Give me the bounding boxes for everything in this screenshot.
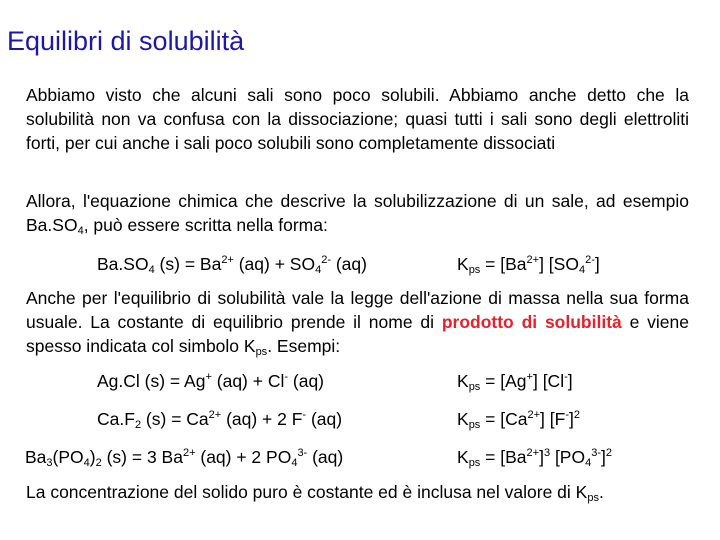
- highlighted-term: prodotto di solubilità: [441, 312, 622, 332]
- eq-part: ] [Cl: [532, 371, 565, 391]
- eq-sup: 2+: [221, 254, 234, 266]
- eq-sup: -: [302, 409, 307, 421]
- para4-subscript: ps: [587, 492, 599, 504]
- eq-sup: -: [284, 371, 289, 383]
- para3-text-b: e viene spesso indicata col simbolo K: [26, 312, 689, 356]
- eq-part: ]: [567, 371, 573, 391]
- eq-sup: 2-: [585, 254, 595, 266]
- eq-sub: 4: [291, 457, 298, 469]
- eq-part: K: [457, 254, 469, 274]
- eq-sub: ps: [468, 381, 481, 393]
- para3-text-c: . Esempi:: [267, 336, 341, 356]
- eq-sup: 3-: [297, 447, 308, 459]
- agcl-equation: [97, 369, 324, 393]
- ba3po42-ksp: [457, 445, 612, 469]
- agcl-ksp: [457, 369, 573, 393]
- para3-text-a: Anche per l'equilibrio di solubilità vale la legge dell'azione di massa nella sua forma usuale. La costante di equilibrio prende il nome di: [26, 288, 689, 332]
- para4-text-b: .: [598, 482, 604, 502]
- eq-sub: 4: [315, 264, 322, 276]
- eq-sup: 3-: [591, 447, 601, 459]
- eq-sub: ps: [468, 264, 481, 276]
- ksp-definition-paragraph: [26, 286, 689, 358]
- para3-subscript: ps: [255, 346, 268, 358]
- eq-part: = [Ag: [480, 371, 527, 391]
- conclusion-paragraph: [26, 480, 689, 504]
- equation-intro-paragraph: [26, 189, 689, 237]
- eq-sup: 2+: [526, 447, 540, 459]
- eq-sup: 2: [573, 409, 580, 421]
- eq-sub: 2: [95, 457, 102, 469]
- eq-sup: 2+: [527, 409, 541, 421]
- eq-part: Ba: [25, 447, 47, 467]
- eq-part: = [Ca: [480, 409, 528, 429]
- eq-part: (s) = Ba: [154, 254, 222, 274]
- eq-part: ] [F: [540, 409, 566, 429]
- eq-sup: 2+: [208, 409, 222, 421]
- eq-part: ]: [539, 447, 544, 467]
- eq-part: ): [89, 447, 96, 467]
- eq-part: (aq) + SO: [233, 254, 316, 274]
- eq-sup: +: [526, 371, 533, 383]
- eq-sup: +: [205, 371, 212, 383]
- eq-part: (s) = 3 Ba: [101, 447, 183, 467]
- eq-part: ]: [569, 409, 574, 429]
- eq-sup: -: [565, 409, 569, 421]
- eq-part: (PO: [52, 447, 84, 467]
- eq-sup: 3: [543, 447, 551, 459]
- para2-subscript: 4: [77, 225, 84, 237]
- eq-part: Ag.Cl (s) = Ag: [97, 371, 206, 391]
- eq-part: K: [457, 371, 469, 391]
- ksp-expression: [457, 252, 600, 276]
- eq-sub: 3: [46, 457, 53, 469]
- eq-part: = [Ba: [480, 254, 527, 274]
- eq-part: K: [457, 409, 469, 429]
- eq-sub: ps: [468, 419, 481, 431]
- eq-part: = [Ba: [480, 447, 527, 467]
- eq-part: (aq) + 2 PO: [195, 447, 292, 467]
- para2-text-b: , può essere scritta nella forma:: [83, 215, 328, 235]
- eq-sup: -: [564, 371, 568, 383]
- caf2-ksp: [457, 407, 580, 431]
- eq-part: Ba.SO: [97, 254, 149, 274]
- eq-part: ]: [601, 447, 606, 467]
- caf2-equation: [97, 407, 342, 431]
- eq-sub: 4: [578, 264, 586, 276]
- eq-part: (aq): [330, 254, 367, 274]
- eq-sub: 2: [134, 419, 142, 431]
- ba3po42-equation: [25, 445, 343, 469]
- slide-title: Equilibri di solubilità: [7, 26, 245, 56]
- eq-part: Ca.F: [97, 409, 135, 429]
- para4-text-a: La concentrazione del solido puro è costante ed è inclusa nel valore di K: [26, 482, 588, 502]
- eq-sup: 2-: [321, 254, 331, 266]
- dissolution-equation: [97, 252, 367, 276]
- para2-text-a: Allora, l'equazione chimica che descrive la solubilizzazione di un sale, ad esempio Ba.SO: [26, 191, 689, 235]
- eq-sub: 4: [148, 264, 155, 276]
- eq-part: (aq) + 2 F: [221, 409, 303, 429]
- eq-part: [PO: [550, 447, 586, 467]
- eq-sup: 2+: [182, 447, 196, 459]
- eq-sub: 4: [83, 457, 90, 469]
- eq-sup: 2+: [526, 254, 540, 266]
- eq-sub: ps: [468, 457, 481, 469]
- intro-paragraph: Abbiamo visto che alcuni sali sono poco solubili. Abbiamo anche detto che la solubilità non va confusa con la dissociazione; quasi tutti i sali sono degli elettroliti forti, per cui anche i sali poco solubili sono completamente dissociati: [26, 85, 689, 153]
- eq-part: (aq): [307, 447, 344, 467]
- eq-part: ]: [594, 254, 600, 274]
- eq-part: ] [SO: [539, 254, 579, 274]
- eq-part: (aq) + Cl: [211, 371, 285, 391]
- eq-part: (aq): [288, 371, 324, 391]
- eq-part: (aq): [306, 409, 343, 429]
- eq-sub: 4: [585, 457, 592, 469]
- eq-part: (s) = Ca: [141, 409, 209, 429]
- eq-part: K: [457, 447, 469, 467]
- eq-sup: 2: [605, 447, 612, 459]
